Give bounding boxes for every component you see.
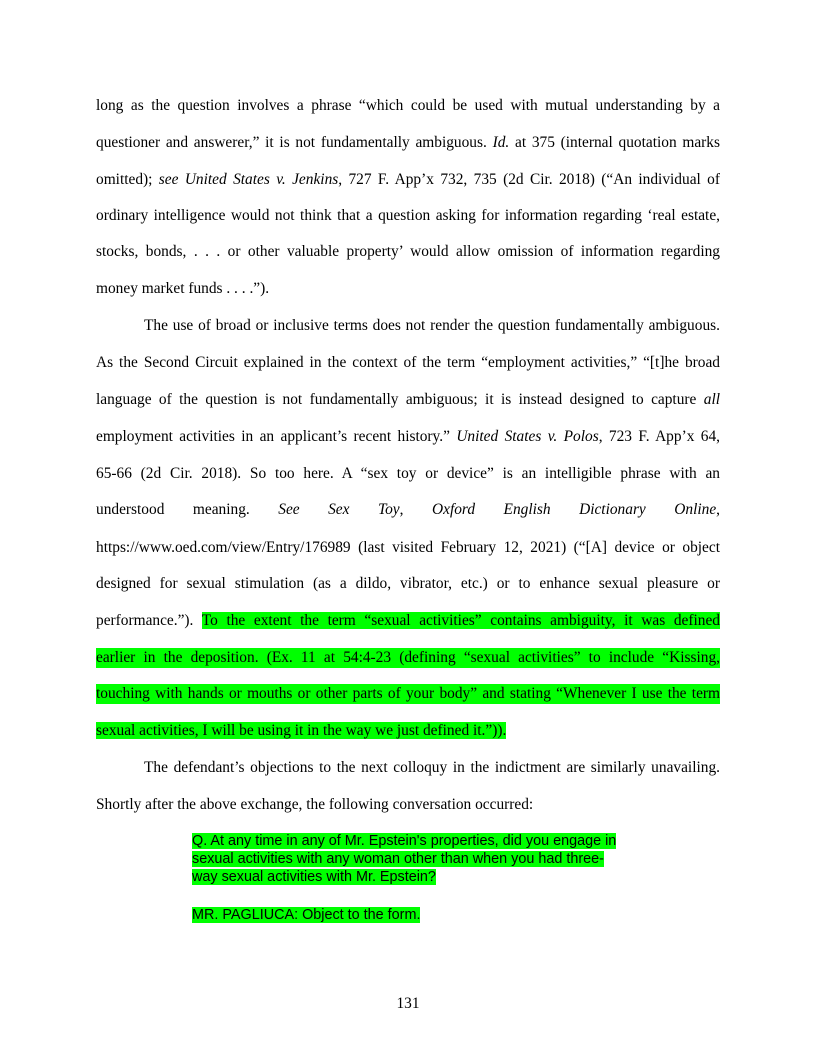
body-line: [96, 427, 720, 447]
quote-line: [192, 832, 624, 850]
body-text: performance.”).: [96, 612, 202, 629]
highlighted-text: sexual activities, I will be using it in the way we just defined it.”)).: [96, 722, 507, 739]
body-line: [96, 500, 720, 520]
body-line: ordinary intelligence would not think that a question asking for information regarding ‘real estate,: [96, 207, 720, 224]
body-text: questioner and answerer,” it is not fundamentally ambiguous.: [96, 134, 493, 151]
body-line: https://www.oed.com/view/Entry/176989 (last visited February 12, 2021) (“[A] device or object: [96, 539, 720, 556]
body-text: understood meaning.: [96, 501, 279, 518]
highlighted-line: touching with hands or mouths or other parts of your body” and stating “Whenever I use the term: [96, 685, 720, 702]
citation-italic: Id.: [492, 134, 510, 151]
highlighted-text: Q. At any time in any of Mr. Epstein's properties, did you engage in: [192, 833, 617, 849]
body-text: , 723 F. App’x 64,: [598, 428, 721, 445]
emphasis-italic: all: [703, 391, 720, 408]
highlighted-text: sexual activities with any woman other than when you had three-: [192, 851, 604, 867]
body-line: [96, 390, 720, 410]
body-line: 65-66 (2d Cir. 2018). So too here. A “sex toy or device” is an intelligible phrase with an: [96, 465, 720, 482]
page-number: 131: [396, 995, 420, 1012]
citation-italic: United States v. Polos: [456, 428, 599, 445]
body-text: language of the question is not fundamentally ambiguous; it is instead designed to capture: [96, 391, 704, 408]
body-text: ,: [399, 501, 433, 518]
body-line: [96, 133, 720, 153]
body-text: employment activities in an applicant’s recent history.”: [96, 428, 457, 445]
block-quote: [192, 832, 624, 886]
body-line: The defendant’s objections to the next colloquy in the indictment are similarly unavailing.: [144, 759, 720, 776]
citation-italic: Oxford English Dictionary Online: [432, 501, 717, 518]
highlighted-text: way sexual activities with Mr. Epstein?: [192, 869, 436, 885]
citation-italic: see United States v. Jenkins: [158, 171, 339, 188]
body-text: omitted);: [96, 171, 159, 188]
body-text: ,: [716, 501, 721, 518]
quote-line: [192, 868, 624, 886]
body-line: [96, 721, 720, 741]
body-line: The use of broad or inclusive terms does not render the question fundamentally ambiguous.: [144, 317, 720, 334]
body-line: Shortly after the above exchange, the following conversation occurred:: [96, 796, 534, 813]
highlighted-text: MR. PAGLIUCA: Object to the form.: [192, 907, 421, 923]
body-line: long as the question involves a phrase “which could be used with mutual understanding by a: [96, 97, 720, 114]
body-text: , 727 F. App’x 732, 735 (2d Cir. 2018) (“An individual of: [338, 171, 720, 188]
block-quote-answer: [192, 906, 624, 924]
quote-line: [192, 906, 624, 924]
body-line: designed for sexual stimulation (as a dildo, vibrator, etc.) or to enhance sexual pleasure or: [96, 575, 720, 592]
body-line: [96, 170, 720, 190]
body-line: As the Second Circuit explained in the context of the term “employment activities,” “[t]he broad: [96, 354, 720, 371]
body-line: stocks, bonds, . . . or other valuable property’ would allow omission of information regarding: [96, 243, 720, 260]
highlighted-text: To the extent the term “sexual activities” contains ambiguity, it was defined: [201, 612, 721, 629]
quote-line: [192, 850, 624, 868]
body-line: money market funds . . . .”).: [96, 280, 270, 297]
body-line: [96, 611, 720, 631]
citation-italic: See Sex Toy: [278, 501, 400, 518]
highlighted-line: earlier in the deposition. (Ex. 11 at 54:4-23 (defining “sexual activities” to include “Kissing,: [96, 649, 720, 666]
body-text: at 375 (internal quotation marks: [509, 134, 720, 151]
